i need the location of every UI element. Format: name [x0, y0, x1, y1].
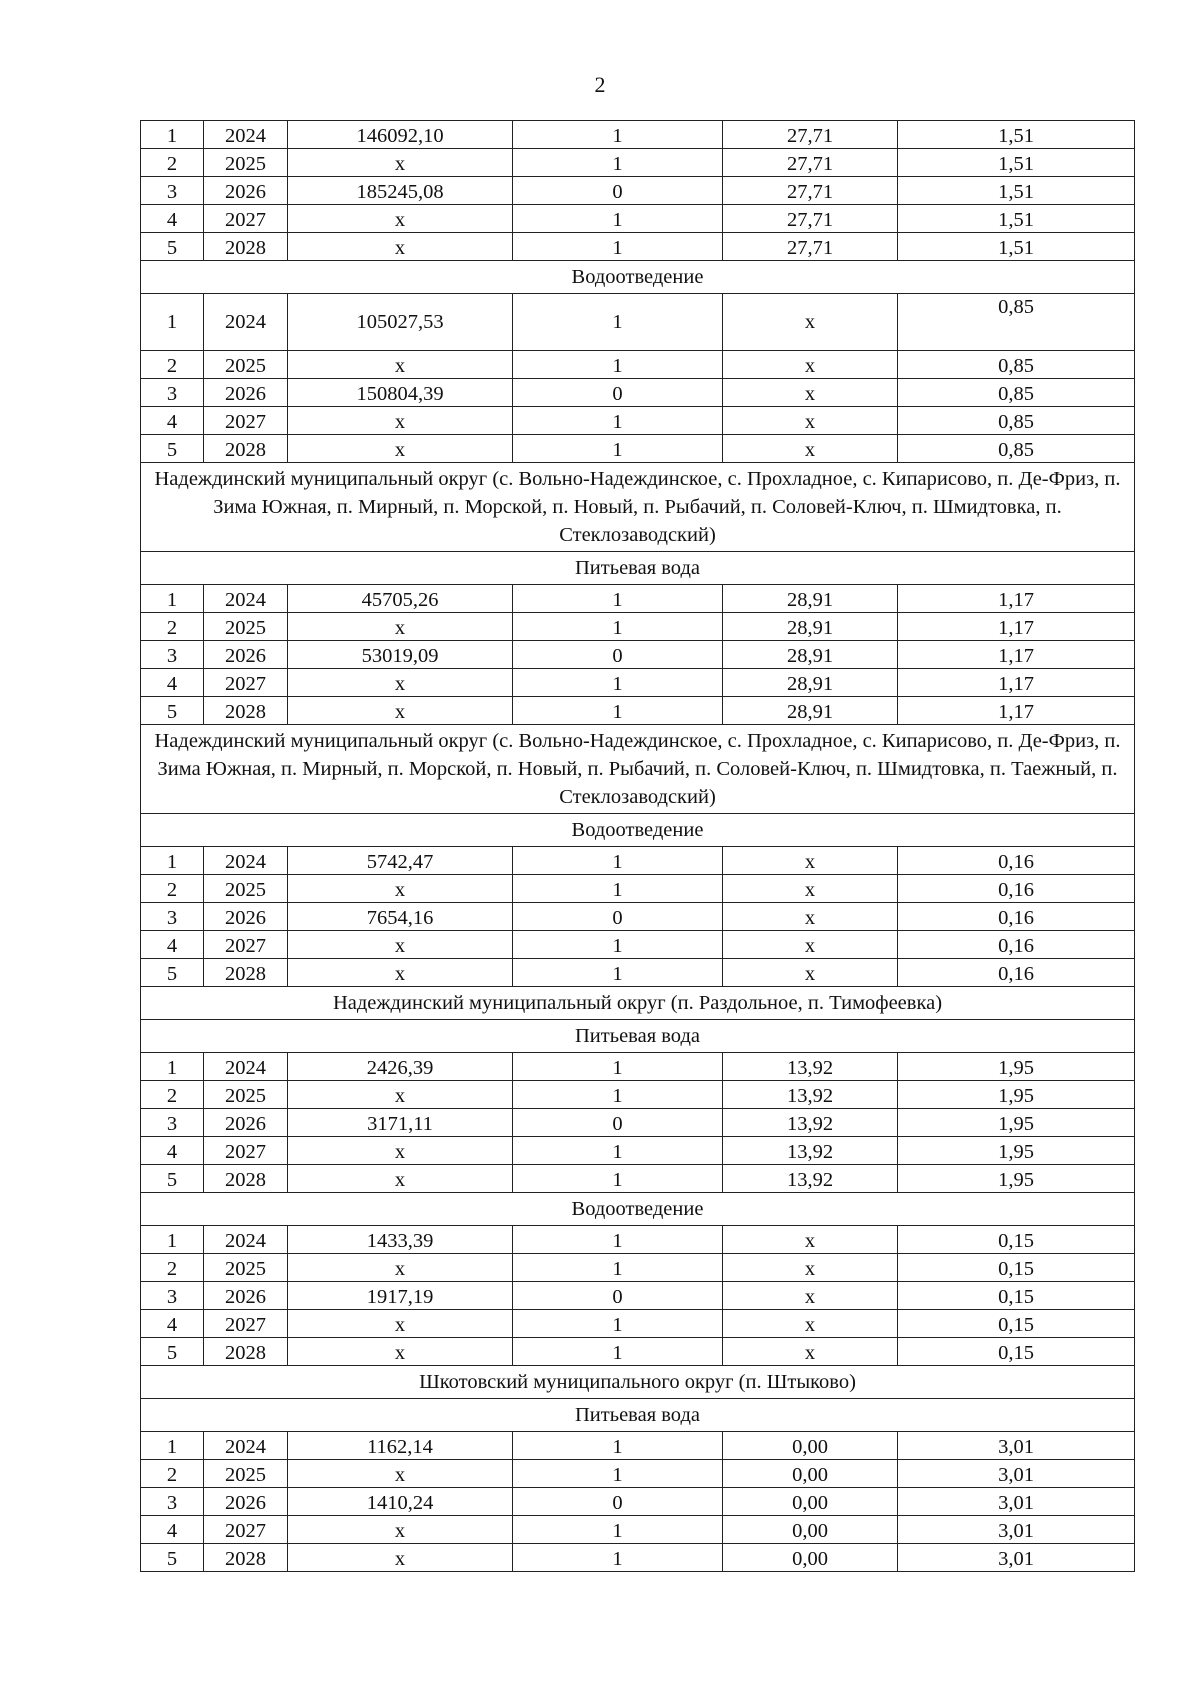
section-header-row [141, 725, 1135, 814]
table-row [141, 697, 1135, 725]
section-header-row [141, 1366, 1135, 1399]
year-cell: 2024 [204, 294, 288, 351]
coefficient-cell: 1,95 [898, 1053, 1135, 1081]
flag-cell: 1 [513, 875, 723, 903]
year-cell: 2027 [204, 407, 288, 435]
rate-cell: 27,71 [723, 149, 898, 177]
coefficient-cell: 0,16 [898, 847, 1135, 875]
year-cell: 2025 [204, 149, 288, 177]
value-cell: x [288, 233, 513, 261]
year-cell: 2026 [204, 1282, 288, 1310]
year-cell: 2028 [204, 1338, 288, 1366]
rate-cell: 27,71 [723, 205, 898, 233]
coefficient-cell: 1,17 [898, 641, 1135, 669]
flag-cell: 1 [513, 931, 723, 959]
value-cell: 1433,39 [288, 1226, 513, 1254]
coefficient-cell: 1,95 [898, 1081, 1135, 1109]
rate-cell: x [723, 959, 898, 987]
coefficient-cell: 1,95 [898, 1137, 1135, 1165]
table-row [141, 1109, 1135, 1137]
row-number-cell: 4 [141, 205, 204, 233]
value-cell: x [288, 959, 513, 987]
table-row [141, 959, 1135, 987]
coefficient-cell: 0,15 [898, 1254, 1135, 1282]
flag-cell: 1 [513, 1460, 723, 1488]
coefficient-cell: 0,85 [898, 351, 1135, 379]
flag-cell: 1 [513, 1137, 723, 1165]
rate-cell: 13,92 [723, 1137, 898, 1165]
coefficient-cell: 1,17 [898, 697, 1135, 725]
row-number-cell: 4 [141, 669, 204, 697]
value-cell: 53019,09 [288, 641, 513, 669]
table-row [141, 1488, 1135, 1516]
value-cell: x [288, 1516, 513, 1544]
rate-cell: 27,71 [723, 121, 898, 149]
value-cell: x [288, 1460, 513, 1488]
rate-cell: 0,00 [723, 1460, 898, 1488]
section-header-row [141, 1020, 1135, 1053]
flag-cell: 0 [513, 177, 723, 205]
value-cell: 2426,39 [288, 1053, 513, 1081]
rate-cell: x [723, 1338, 898, 1366]
table-row [141, 1081, 1135, 1109]
table-row [141, 1460, 1135, 1488]
value-cell: x [288, 1254, 513, 1282]
row-number-cell: 5 [141, 1165, 204, 1193]
table-row [141, 407, 1135, 435]
year-cell: 2024 [204, 1432, 288, 1460]
coefficient-cell: 0,85 [898, 435, 1135, 463]
value-cell: 3171,11 [288, 1109, 513, 1137]
value-cell: 105027,53 [288, 294, 513, 351]
section-header-row [141, 463, 1135, 552]
rate-cell: x [723, 1226, 898, 1254]
year-cell: 2026 [204, 1488, 288, 1516]
year-cell: 2028 [204, 435, 288, 463]
value-cell: x [288, 1338, 513, 1366]
value-cell: 45705,26 [288, 585, 513, 613]
rate-cell: x [723, 903, 898, 931]
table-row [141, 585, 1135, 613]
table-row [141, 1310, 1135, 1338]
rate-cell: 13,92 [723, 1165, 898, 1193]
table-row [141, 931, 1135, 959]
coefficient-cell: 3,01 [898, 1460, 1135, 1488]
section-header: Водоотведение [141, 261, 1135, 294]
rate-cell: x [723, 435, 898, 463]
row-number-cell: 3 [141, 641, 204, 669]
coefficient-cell: 0,85 [898, 379, 1135, 407]
year-cell: 2027 [204, 931, 288, 959]
year-cell: 2026 [204, 903, 288, 931]
rate-cell: x [723, 875, 898, 903]
value-cell: x [288, 669, 513, 697]
value-cell: 1917,19 [288, 1282, 513, 1310]
rate-cell: 28,91 [723, 697, 898, 725]
table-row [141, 1544, 1135, 1572]
value-cell: x [288, 1165, 513, 1193]
year-cell: 2027 [204, 1516, 288, 1544]
value-cell: 1162,14 [288, 1432, 513, 1460]
flag-cell: 1 [513, 1226, 723, 1254]
row-number-cell: 2 [141, 1081, 204, 1109]
section-header-row [141, 261, 1135, 294]
coefficient-cell: 1,17 [898, 669, 1135, 697]
tariff-table [140, 120, 1135, 1572]
table-row [141, 903, 1135, 931]
section-header: Надеждинский муниципальный округ (п. Раздольное, п. Тимофеевка) [141, 987, 1135, 1020]
rate-cell: 0,00 [723, 1488, 898, 1516]
coefficient-cell: 1,95 [898, 1109, 1135, 1137]
flag-cell: 1 [513, 407, 723, 435]
coefficient-cell: 3,01 [898, 1544, 1135, 1572]
table-row [141, 435, 1135, 463]
coefficient-cell: 1,51 [898, 177, 1135, 205]
section-header: Питьевая вода [141, 1020, 1135, 1053]
section-header-row [141, 552, 1135, 585]
table-row [141, 669, 1135, 697]
flag-cell: 1 [513, 959, 723, 987]
flag-cell: 1 [513, 1165, 723, 1193]
section-header: Шкотовский муниципального округ (п. Штыково) [141, 1366, 1135, 1399]
coefficient-cell: 0,16 [898, 903, 1135, 931]
flag-cell: 0 [513, 641, 723, 669]
value-cell: x [288, 613, 513, 641]
table-row [141, 351, 1135, 379]
year-cell: 2026 [204, 177, 288, 205]
rate-cell: x [723, 1254, 898, 1282]
coefficient-cell: 0,16 [898, 931, 1135, 959]
flag-cell: 1 [513, 1516, 723, 1544]
flag-cell: 0 [513, 903, 723, 931]
coefficient-cell: 1,17 [898, 585, 1135, 613]
row-number-cell: 5 [141, 697, 204, 725]
rate-cell: 28,91 [723, 669, 898, 697]
rate-cell: 28,91 [723, 613, 898, 641]
year-cell: 2025 [204, 1254, 288, 1282]
value-cell: x [288, 1081, 513, 1109]
row-number-cell: 1 [141, 1432, 204, 1460]
value-cell: x [288, 435, 513, 463]
year-cell: 2028 [204, 697, 288, 725]
year-cell: 2027 [204, 669, 288, 697]
year-cell: 2026 [204, 1109, 288, 1137]
table-row [141, 379, 1135, 407]
value-cell: x [288, 875, 513, 903]
value-cell: x [288, 149, 513, 177]
value-cell: 5742,47 [288, 847, 513, 875]
flag-cell: 1 [513, 585, 723, 613]
row-number-cell: 1 [141, 121, 204, 149]
rate-cell: x [723, 407, 898, 435]
value-cell: x [288, 697, 513, 725]
row-number-cell: 1 [141, 1053, 204, 1081]
table-row [141, 149, 1135, 177]
value-cell: 146092,10 [288, 121, 513, 149]
flag-cell: 1 [513, 1338, 723, 1366]
flag-cell: 1 [513, 294, 723, 351]
row-number-cell: 5 [141, 959, 204, 987]
row-number-cell: 3 [141, 379, 204, 407]
flag-cell: 1 [513, 351, 723, 379]
table-row [141, 1432, 1135, 1460]
flag-cell: 1 [513, 1081, 723, 1109]
rate-cell: x [723, 351, 898, 379]
coefficient-cell: 1,95 [898, 1165, 1135, 1193]
rate-cell: 28,91 [723, 585, 898, 613]
coefficient-cell: 1,51 [898, 149, 1135, 177]
coefficient-cell: 0,85 [898, 294, 1135, 351]
section-header-row [141, 987, 1135, 1020]
table-row [141, 294, 1135, 351]
table-row [141, 1165, 1135, 1193]
year-cell: 2024 [204, 121, 288, 149]
year-cell: 2027 [204, 1137, 288, 1165]
table-row [141, 1254, 1135, 1282]
value-cell: x [288, 351, 513, 379]
rate-cell: x [723, 847, 898, 875]
table-row [141, 177, 1135, 205]
row-number-cell: 2 [141, 149, 204, 177]
rate-cell: 13,92 [723, 1081, 898, 1109]
row-number-cell: 1 [141, 847, 204, 875]
page-number: 2 [594, 72, 606, 97]
section-header: Питьевая вода [141, 1399, 1135, 1432]
row-number-cell: 5 [141, 435, 204, 463]
year-cell: 2025 [204, 613, 288, 641]
row-number-cell: 3 [141, 1109, 204, 1137]
row-number-cell: 1 [141, 585, 204, 613]
year-cell: 2024 [204, 1226, 288, 1254]
table-row [141, 1282, 1135, 1310]
rate-cell: 0,00 [723, 1516, 898, 1544]
section-header-row [141, 1193, 1135, 1226]
section-header-row [141, 814, 1135, 847]
row-number-cell: 3 [141, 903, 204, 931]
row-number-cell: 1 [141, 1226, 204, 1254]
row-number-cell: 4 [141, 931, 204, 959]
year-cell: 2028 [204, 959, 288, 987]
table-row [141, 1338, 1135, 1366]
table-row [141, 121, 1135, 149]
value-cell: x [288, 1137, 513, 1165]
row-number-cell: 5 [141, 1338, 204, 1366]
tariff-table-body [141, 121, 1135, 1572]
row-number-cell: 5 [141, 233, 204, 261]
value-cell: 150804,39 [288, 379, 513, 407]
rate-cell: x [723, 931, 898, 959]
year-cell: 2025 [204, 1460, 288, 1488]
year-cell: 2027 [204, 1310, 288, 1338]
rate-cell: 27,71 [723, 233, 898, 261]
table-row [141, 875, 1135, 903]
rate-cell: 27,71 [723, 177, 898, 205]
flag-cell: 1 [513, 205, 723, 233]
flag-cell: 1 [513, 233, 723, 261]
value-cell: x [288, 205, 513, 233]
section-header: Надеждинский муниципальный округ (с. Вольно-Надеждинское, с. Прохладное, с. Кипарисово, п. Де-Фриз, п. Зима Южная, п. Мирный, п. Морской, п. Новый, п. Рыбачий, п. Соловей-Ключ, п. Шмидтовка, п. Таежный, п. Стеклозаводский) [141, 725, 1135, 814]
coefficient-cell: 0,15 [898, 1310, 1135, 1338]
row-number-cell: 4 [141, 1137, 204, 1165]
section-header: Надеждинский муниципальный округ (с. Вольно-Надеждинское, с. Прохладное, с. Кипарисово, п. Де-Фриз, п. Зима Южная, п. Мирный, п. Морской, п. Новый, п. Рыбачий, п. Соловей-Ключ, п. Шмидтовка, п. Стеклозаводский) [141, 463, 1135, 552]
coefficient-cell: 3,01 [898, 1516, 1135, 1544]
coefficient-cell: 1,51 [898, 205, 1135, 233]
flag-cell: 1 [513, 1310, 723, 1338]
table-row [141, 205, 1135, 233]
value-cell: x [288, 1544, 513, 1572]
row-number-cell: 2 [141, 613, 204, 641]
value-cell: 7654,16 [288, 903, 513, 931]
year-cell: 2025 [204, 875, 288, 903]
row-number-cell: 3 [141, 177, 204, 205]
coefficient-cell: 1,17 [898, 613, 1135, 641]
flag-cell: 1 [513, 1053, 723, 1081]
year-cell: 2028 [204, 1544, 288, 1572]
flag-cell: 1 [513, 697, 723, 725]
coefficient-cell: 1,51 [898, 121, 1135, 149]
rate-cell: 28,91 [723, 641, 898, 669]
flag-cell: 1 [513, 613, 723, 641]
table-row [141, 233, 1135, 261]
year-cell: 2028 [204, 1165, 288, 1193]
flag-cell: 1 [513, 1544, 723, 1572]
row-number-cell: 2 [141, 875, 204, 903]
coefficient-cell: 3,01 [898, 1488, 1135, 1516]
flag-cell: 0 [513, 1109, 723, 1137]
flag-cell: 1 [513, 1432, 723, 1460]
table-row [141, 1226, 1135, 1254]
row-number-cell: 3 [141, 1488, 204, 1516]
section-header: Питьевая вода [141, 552, 1135, 585]
row-number-cell: 2 [141, 1460, 204, 1488]
row-number-cell: 3 [141, 1282, 204, 1310]
row-number-cell: 4 [141, 1310, 204, 1338]
year-cell: 2026 [204, 379, 288, 407]
rate-cell: x [723, 294, 898, 351]
rate-cell: 0,00 [723, 1544, 898, 1572]
table-row [141, 1137, 1135, 1165]
year-cell: 2027 [204, 205, 288, 233]
value-cell: 1410,24 [288, 1488, 513, 1516]
rate-cell: x [723, 1310, 898, 1338]
table-row [141, 847, 1135, 875]
table-row [141, 1516, 1135, 1544]
value-cell: x [288, 1310, 513, 1338]
flag-cell: 1 [513, 149, 723, 177]
section-header-row [141, 1399, 1135, 1432]
value-cell: x [288, 931, 513, 959]
flag-cell: 0 [513, 1488, 723, 1516]
year-cell: 2024 [204, 585, 288, 613]
rate-cell: x [723, 379, 898, 407]
row-number-cell: 5 [141, 1544, 204, 1572]
coefficient-cell: 0,85 [898, 407, 1135, 435]
flag-cell: 1 [513, 1254, 723, 1282]
flag-cell: 0 [513, 1282, 723, 1310]
table-row [141, 641, 1135, 669]
flag-cell: 1 [513, 121, 723, 149]
coefficient-cell: 0,15 [898, 1226, 1135, 1254]
flag-cell: 1 [513, 669, 723, 697]
table-row [141, 613, 1135, 641]
row-number-cell: 4 [141, 407, 204, 435]
year-cell: 2026 [204, 641, 288, 669]
rate-cell: 13,92 [723, 1109, 898, 1137]
coefficient-cell: 3,01 [898, 1432, 1135, 1460]
year-cell: 2025 [204, 351, 288, 379]
value-cell: 185245,08 [288, 177, 513, 205]
value-cell: x [288, 407, 513, 435]
year-cell: 2025 [204, 1081, 288, 1109]
row-number-cell: 4 [141, 1516, 204, 1544]
flag-cell: 1 [513, 847, 723, 875]
flag-cell: 1 [513, 435, 723, 463]
year-cell: 2024 [204, 847, 288, 875]
coefficient-cell: 1,51 [898, 233, 1135, 261]
rate-cell: 0,00 [723, 1432, 898, 1460]
coefficient-cell: 0,15 [898, 1282, 1135, 1310]
flag-cell: 0 [513, 379, 723, 407]
section-header: Водоотведение [141, 814, 1135, 847]
row-number-cell: 2 [141, 1254, 204, 1282]
coefficient-cell: 0,15 [898, 1338, 1135, 1366]
row-number-cell: 1 [141, 294, 204, 351]
rate-cell: 13,92 [723, 1053, 898, 1081]
row-number-cell: 2 [141, 351, 204, 379]
year-cell: 2024 [204, 1053, 288, 1081]
rate-cell: x [723, 1282, 898, 1310]
coefficient-cell: 0,16 [898, 875, 1135, 903]
table-row [141, 1053, 1135, 1081]
year-cell: 2028 [204, 233, 288, 261]
coefficient-cell: 0,16 [898, 959, 1135, 987]
section-header: Водоотведение [141, 1193, 1135, 1226]
